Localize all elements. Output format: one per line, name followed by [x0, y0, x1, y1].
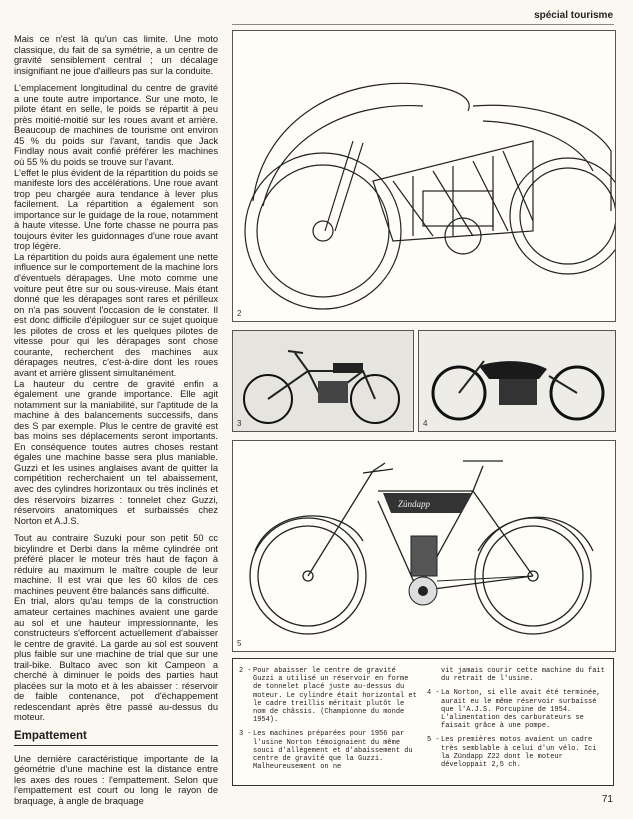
paragraph-4: La répartition du poids aura également une nette influence sur le comportement de la machine lors d'éventuels dérapages. Une moto comme une voiture peut être sur ou sous-vireuse. Mais étant donné que les dérapages sont rares et périlleux on n'a pas souvent l'occasion de le constater. Il est donc difficile d'épiloguer sur ce sujet quoique les pilotes de cross et les quelques pilotes de vitesse pour qui les dérapages sont chose courante, recherchent des machines aux dérapages neutres, c'est-à-dire dont les roues avant et arrière glissent simultanément.	[14, 251, 218, 378]
tank-lettering: Zündapp	[398, 499, 431, 509]
caption-5: 5 - Les premières motos avaient un cadre très semblable à celui d'un vélo. Ici la Zündapp Z22 dont le moteur développait 2,5 ch.	[427, 736, 597, 770]
figure-number: 4	[423, 419, 428, 428]
section-label: spécial tourisme	[534, 10, 613, 21]
figure-number: 2	[237, 309, 242, 318]
captions-box	[232, 658, 614, 786]
zundapp-motorcycle-drawing	[233, 441, 615, 651]
figure-number: 3	[237, 419, 242, 428]
figure-number: 5	[237, 639, 242, 648]
caption-4: 4 - La Norton, si elle avait été terminée, aurait eu le même réservoir surbaissé que l'A.J.S. Porcupine de 1954. L'alimentation des carburateurs se faisait grâce à une pompe.	[427, 689, 601, 731]
paragraph-2: L'emplacement longitudinal du centre de gravité a une toute autre importance. Sur une moto, le pilote étant en selle, le poids se répartit à peu près moitié-moitié sur les roues avant et arrière. Beaucoup de machines de tourisme ont environ 45 % du poids sur l'avant, tandis que Jack Findlay nous avait confié préférer les machines où 55 % du poids se trouve sur l'avant.	[14, 83, 218, 168]
figure-4	[418, 330, 616, 432]
paragraph-7: En trial, alors qu'au temps de la construction amateur certaines machines avaient une garde au sol et une hauteur impressionnante, les constructeurs s'efforcent actuellement d'abaisser le centre de gravité. La garde au sol est souvent plus faible sur une machine de trial que sur une trail-bike. Bultaco avec son kit Campeon a cherché à diminuer le poids des parties haut placées sur la moto et à les abaisser : réservoir de faible contenance, pot d'échappement redescendant après être passé au-dessus du moteur.	[14, 596, 218, 723]
section-heading: Empattement	[14, 731, 218, 746]
header-rule	[232, 24, 614, 25]
streamlined-racing-motorcycle-drawing	[233, 31, 615, 321]
caption-3: 3 - Les machines préparées pour 1956 par l'usine Norton témoignaient du même souci d'allègement et d'abaissement du centre de gravité que la Guzzi. Malheureusement on ne	[239, 730, 413, 772]
article-column	[14, 34, 218, 813]
norton-motorcycle-photo	[419, 331, 615, 431]
figure-3	[232, 330, 414, 432]
caption-2: 2 - Pour abaisser le centre de gravité Guzzi a utilisé un réservoir en forme de tonnelet placé juste au-dessus du moteur. Le cylindre était horizontal et le cadre treillis méritait plutôt le nom de châssis. (Championne du monde 1954).	[239, 667, 417, 725]
paragraph-6: Tout au contraire Suzuki pour son petit 50 cc bicylindre et Derbi dans la même cylindrée ont préféré placer le moteur très haut de façon à réduire au maximum le maître couple de leur machine. Il est vrai que les 60 kilos de ces machines peuvent être balancés sans difficulté.	[14, 533, 218, 596]
captions-left	[239, 667, 419, 781]
page-number: 71	[601, 794, 613, 805]
paragraph-5: La hauteur du centre de gravité enfin a également une grande importance. Elle agit notamment sur la maniabilité, sur l'aptitude de la machine à des balancements successifs, dans des S par exemple. Plus le centre de gravité est bas moins ses déplacements seront importants. En conséquence toutes autres choses restant égales une machine basse sera plus maniable. Guzzi et les usines anglaises avant de quitter la compétition recherchaient un tel abaissement, avec des cylindres horizontaux ou très inclinés et des réservoirs bizarres : tonnelet chez Guzzi, réservoirs anatomiques et surbaissés chez Norton et A.J.S.	[14, 378, 218, 526]
figure-2	[232, 30, 616, 322]
figure-5	[232, 440, 616, 652]
captions-right	[427, 667, 607, 781]
paragraph-8: Une dernière caractéristique importante de la géométrie d'une machine est la distance entre les axes des roues : l'empattement. Selon que l'empattement est court ou long le rayon de braquage, à angle de braquage	[14, 753, 218, 806]
paragraph-3: L'effet le plus évident de la répartition du poids se manifeste lors des accélérations. Une roue avant trop peu chargée aura tendance à lever plus facilement. La répartition a également son importance sur le guidage de la roue, notamment à haute vitesse. Une forte chasse ne pourra pas toujours éviter les guidonnages d'une roue avant trop légère.	[14, 167, 218, 252]
vintage-motorcycle-photo	[233, 331, 413, 431]
paragraph-1: Mais ce n'est là qu'un cas limite. Une moto classique, du fait de sa symétrie, a un centre de gravité sensiblement central ; un décalage insignifiant ne joue d'ailleurs pas sur la conduite.	[14, 34, 218, 76]
caption-3-cont: vit jamais courir cette machine du fait du retrait de l'usine.	[441, 667, 605, 684]
